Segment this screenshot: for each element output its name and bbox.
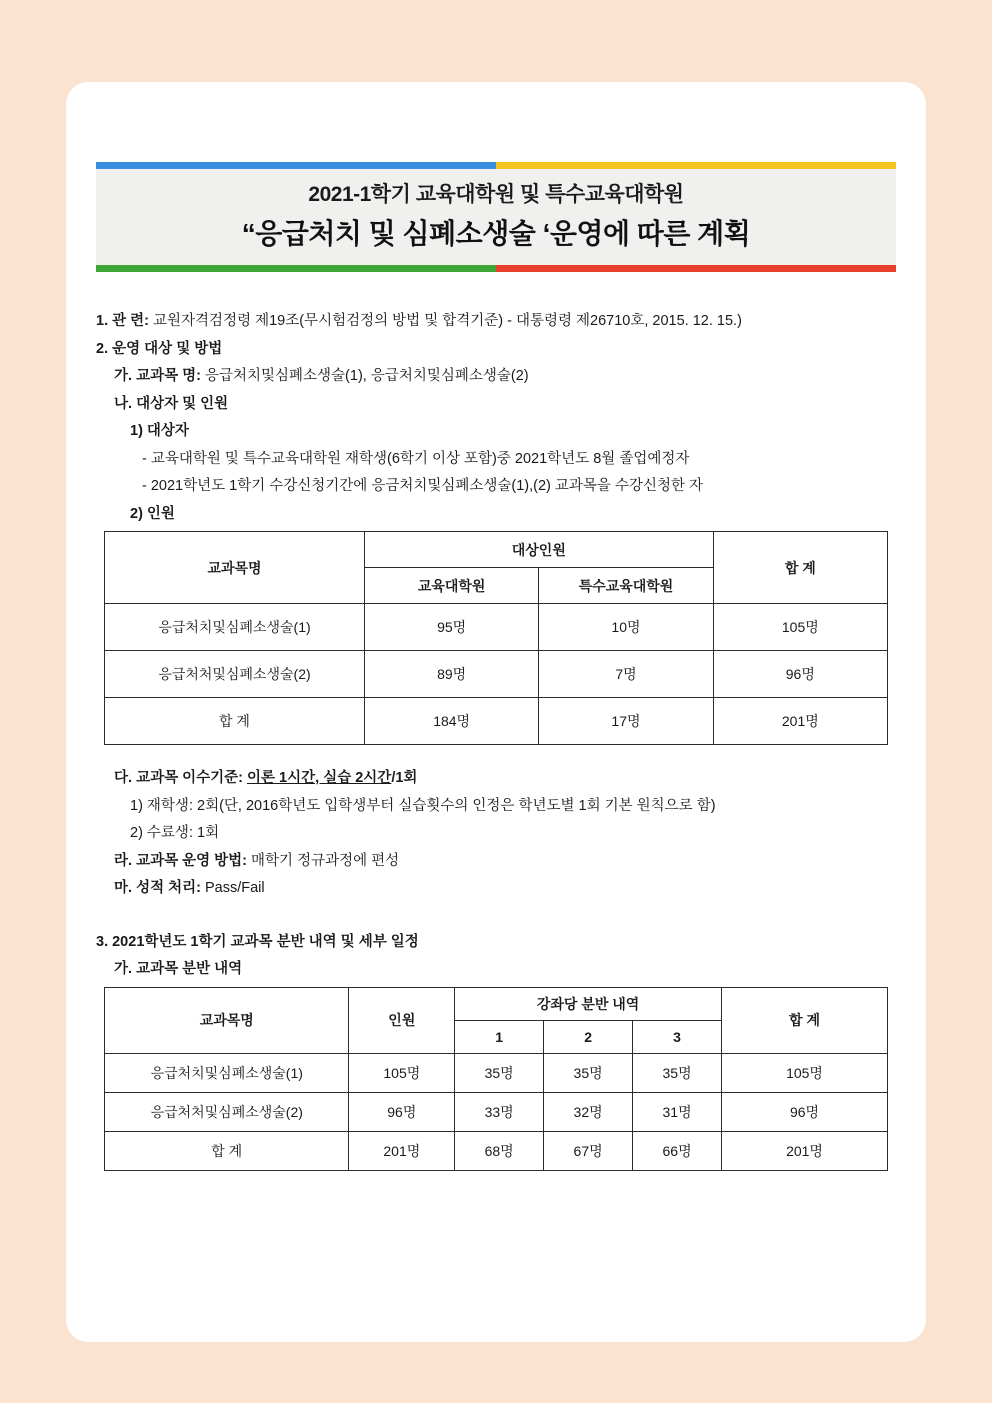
section-2e xyxy=(114,881,896,896)
page-title: “응급처치 및 심폐소생술 ‘운영에 따른 계획 xyxy=(241,218,751,249)
document-page xyxy=(66,82,926,1342)
cell-c3: 66명 xyxy=(633,1131,722,1170)
table-row xyxy=(105,1131,888,1170)
cell-special: 7명 xyxy=(539,651,713,698)
section-2c-label: 다. 교과목 이수기준: xyxy=(114,770,243,786)
cell-total: 96명 xyxy=(722,1092,888,1131)
cell-total: 105명 xyxy=(722,1053,888,1092)
cell-total: 96명 xyxy=(713,651,887,698)
th-special: 특수교육대학원 xyxy=(539,568,713,604)
cell-subject: 응급처치및심폐소생술(1) xyxy=(105,604,365,651)
section-2d-text: 매학기 정규과정에 편성 xyxy=(251,852,400,869)
section-3-label: 3. 2021학년도 1학기 교과목 분반 내역 및 세부 일정 xyxy=(96,933,419,950)
section-2c-2: 2) 수료생: 1회 xyxy=(130,825,220,841)
section-2e-label: 마. 성적 처리: xyxy=(114,880,201,896)
table-row xyxy=(105,532,888,568)
section-2e-text: Pass/Fail xyxy=(204,880,265,896)
document-content xyxy=(96,162,896,1171)
bar-segment-green xyxy=(96,265,496,272)
cell-total: 201명 xyxy=(713,698,887,745)
th-target: 대상인원 xyxy=(364,532,713,568)
section-2c-1: 1) 재학생: 2회(단, 2016학년도 입학생부터 실습횟수의 인정은 학년도별 1회 기본 원칙으로 함) xyxy=(130,797,716,814)
spacer xyxy=(96,745,896,771)
section-2a-label: 가. 교과목 명: xyxy=(114,368,201,384)
cell-grad: 95명 xyxy=(364,604,538,651)
section-3a xyxy=(114,962,896,977)
section-2b-2-label: 2) 인원 xyxy=(130,505,175,522)
section-2a xyxy=(114,369,896,384)
cell-subject: 합 계 xyxy=(105,698,365,745)
cell-c3: 35명 xyxy=(633,1053,722,1092)
cell-c2: 35명 xyxy=(544,1053,633,1092)
section-1-label: 1. 관 련: xyxy=(96,313,149,329)
th-c1: 1 xyxy=(455,1020,544,1053)
th-count: 인원 xyxy=(349,987,455,1053)
section-2c-underline: 이론 1시간, 실습 2시간 xyxy=(247,770,392,786)
section-2b-label: 나. 대상자 및 인원 xyxy=(114,395,229,412)
cell-special: 10명 xyxy=(539,604,713,651)
section-2b-1-dash1: - 교육대학원 및 특수교육대학원 재학생(6학기 이상 포함)중 2021학년도 8월 졸업예정자 xyxy=(142,450,690,467)
section-2-label: 2. 운영 대상 및 방법 xyxy=(96,340,223,357)
th-total: 합 계 xyxy=(722,987,888,1053)
title-subline: 2021-1학기 교육대학원 및 특수교육대학원 xyxy=(308,183,684,206)
cell-count: 201명 xyxy=(349,1131,455,1170)
cell-grad: 184명 xyxy=(364,698,538,745)
cell-c1: 33명 xyxy=(455,1092,544,1131)
th-total: 합 계 xyxy=(713,532,887,604)
table-class-division xyxy=(104,987,888,1171)
cell-subject: 응급처처및심폐소생술(2) xyxy=(105,651,365,698)
document-body xyxy=(96,314,896,1171)
th-c3: 3 xyxy=(633,1020,722,1053)
bar-segment-yellow xyxy=(496,162,896,169)
th-subject: 교과목명 xyxy=(105,987,349,1053)
cell-special: 17명 xyxy=(539,698,713,745)
cell-c1: 35명 xyxy=(455,1053,544,1092)
spacer xyxy=(96,909,896,935)
bar-segment-blue xyxy=(96,162,496,169)
cell-total: 105명 xyxy=(713,604,887,651)
cell-c2: 67명 xyxy=(544,1131,633,1170)
cell-subject: 응급처치및심폐소생술(1) xyxy=(105,1053,349,1092)
table-row xyxy=(105,604,888,651)
cell-count: 105명 xyxy=(349,1053,455,1092)
table-target-count xyxy=(104,531,888,745)
section-2b-1-dash2: - 2021학년도 1학기 수강신청기간에 응금처치및심폐소생술(1),(2) 교과목을 수강신청한 자 xyxy=(142,478,704,494)
cell-subject: 합 계 xyxy=(105,1131,349,1170)
cell-c2: 32명 xyxy=(544,1092,633,1131)
bottom-color-bar xyxy=(96,265,896,272)
th-split: 강좌당 분반 내역 xyxy=(455,987,722,1020)
table-row xyxy=(105,987,888,1020)
table-row xyxy=(105,1092,888,1131)
section-2a-text: 응급처치및심폐소생술(1), 응급처치및심폐소생술(2) xyxy=(204,368,529,384)
section-1 xyxy=(96,314,896,329)
section-1-text: 교원자격검정령 제19조(무시험검정의 방법 및 합격기준) - 대통령령 제26710호, 2015. 12. 15.) xyxy=(153,313,742,329)
cell-c1: 68명 xyxy=(455,1131,544,1170)
document-header xyxy=(96,162,896,272)
section-2b-1 xyxy=(130,424,896,439)
section-2b xyxy=(114,397,896,412)
table-row xyxy=(105,698,888,745)
cell-c3: 31명 xyxy=(633,1092,722,1131)
section-2c-tail: /1회 xyxy=(391,770,418,786)
section-2d-label: 라. 교과목 운영 방법: xyxy=(114,852,247,869)
top-color-bar xyxy=(96,162,896,169)
th-subject: 교과목명 xyxy=(105,532,365,604)
section-2-heading xyxy=(96,342,896,357)
section-2d xyxy=(114,854,896,869)
bar-segment-red xyxy=(496,265,896,272)
section-3-heading xyxy=(96,935,896,950)
section-2c xyxy=(114,771,896,786)
th-c2: 2 xyxy=(544,1020,633,1053)
cell-grad: 89명 xyxy=(364,651,538,698)
table-row xyxy=(105,1053,888,1092)
cell-count: 96명 xyxy=(349,1092,455,1131)
th-grad: 교육대학원 xyxy=(364,568,538,604)
section-2b-1-label: 1) 대상자 xyxy=(130,423,189,439)
cell-subject: 응급처처및심폐소생술(2) xyxy=(105,1092,349,1131)
cell-total: 201명 xyxy=(722,1131,888,1170)
section-2b-2 xyxy=(130,507,896,522)
section-3a-label: 가. 교과목 분반 내역 xyxy=(114,961,243,977)
table-row xyxy=(105,651,888,698)
title-box xyxy=(96,169,896,265)
